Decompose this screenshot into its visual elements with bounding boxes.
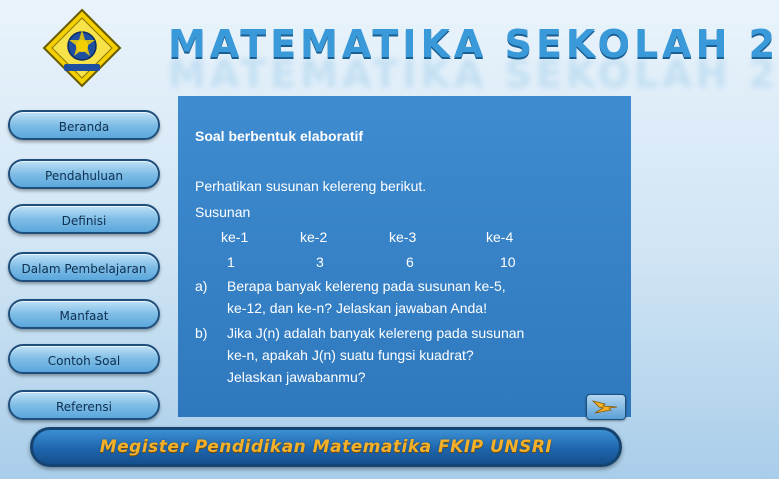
column-value: 1 [227, 254, 235, 270]
question-b-line: Jika J(n) adalah banyak kelereng pada susunan [227, 325, 525, 341]
question-b-line: ke-n, apakah J(n) suatu fungsi kuadrat? [227, 347, 474, 363]
page-title: MATEMATIKA SEKOLAH 2 [168, 22, 779, 66]
column-header: ke-4 [486, 229, 514, 245]
nav-pendahuluan-button[interactable]: Pendahuluan [8, 159, 160, 189]
question-a-line: ke-12, dan ke-n? Jelaskan jawaban Anda! [227, 300, 487, 316]
nav-dalam-pembelajaran-button[interactable]: Dalam Pembelajaran [8, 252, 160, 282]
nav-beranda-button[interactable]: Beranda [8, 110, 160, 140]
intro-text: Perhatikan susunan kelereng berikut. [195, 178, 427, 194]
question-a-line: Berapa banyak kelereng pada susunan ke-5, [227, 278, 506, 294]
nav-definisi-button[interactable]: Definisi [8, 204, 160, 234]
column-header: ke-3 [389, 229, 417, 245]
content-panel [178, 96, 631, 417]
column-value: 3 [316, 254, 324, 270]
susunan-label: Susunan [195, 204, 251, 220]
column-header: ke-1 [221, 229, 249, 245]
nav-manfaat-button[interactable]: Manfaat [8, 299, 160, 329]
footer-banner [30, 427, 622, 467]
university-logo [42, 8, 122, 88]
nav-referensi-button[interactable]: Referensi [8, 390, 160, 420]
nav-contoh-soal-button[interactable]: Contoh Soal [8, 344, 160, 374]
question-a-marker: a) [195, 278, 208, 294]
lightning-arrow-icon [587, 395, 625, 419]
question-b-line: Jelaskan jawabanmu? [227, 369, 366, 385]
column-value: 6 [406, 254, 414, 270]
question-b-marker: b) [195, 325, 208, 341]
content-heading: Soal berbentuk elaboratif [195, 128, 364, 144]
column-header: ke-2 [300, 229, 328, 245]
footer-text: Megister Pendidikan Matematika FKIP UNSRI [99, 437, 553, 457]
column-value: 10 [500, 254, 516, 270]
next-slide-button[interactable] [586, 394, 626, 420]
